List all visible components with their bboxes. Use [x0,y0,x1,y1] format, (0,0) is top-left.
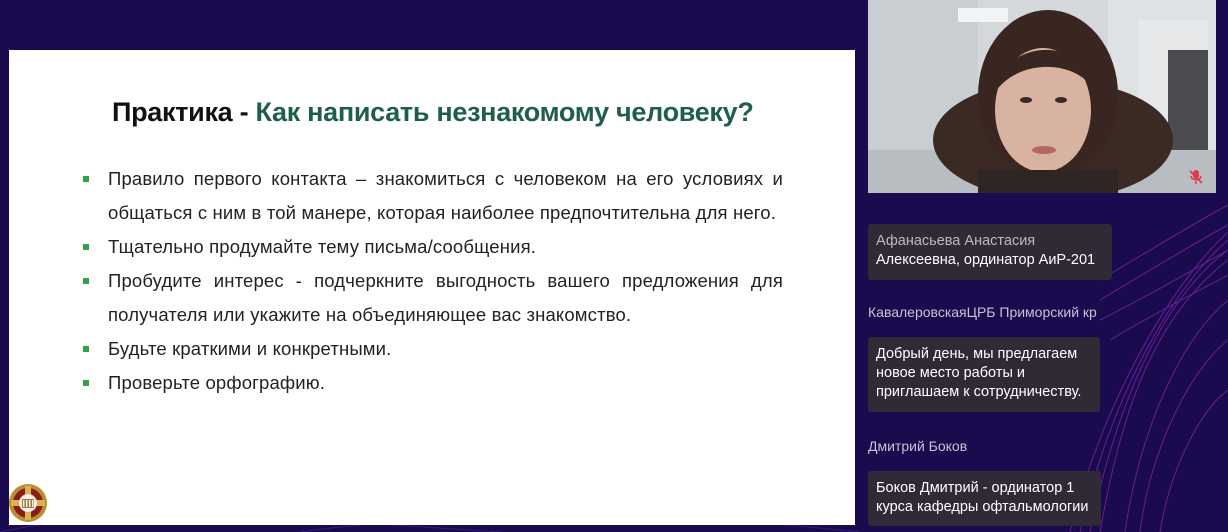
webcam-feed-image [868,0,1216,193]
bullet-square-icon [83,278,89,284]
chat-message-text: Боков Дмитрий - ординатор 1 курса кафедры офтальмологии [876,480,1089,515]
bullet-text: Пробудите интерес - подчеркните выгодность вашего предложения для получателя или укажите на объединяющее вас знакомство. [108,270,783,325]
webcam-video-tile[interactable] [868,0,1216,193]
bullet-square-icon [83,380,89,386]
slide-bullet-list [81,162,783,400]
chat-message-bubble [868,337,1100,412]
presentation-slide [9,50,855,525]
university-logo [8,483,48,523]
bullet-item [81,162,783,230]
chat-sender-name: Дмитрий Боков [868,438,968,454]
chat-message-bubble [868,224,1112,280]
slide-title [112,97,812,128]
chat-message-bubble [868,471,1101,526]
bullet-text: Правило первого контакта – знакомиться с человеком на его условиях и общаться с ним в той манере, которая наиболее предпочтительна для него. [108,168,783,223]
bullet-item [81,264,783,332]
bullet-square-icon [83,244,89,250]
chat-message-text: Добрый день, мы предлагаем новое место работы и приглашаем к сотрудничеству. [876,346,1082,400]
bullet-item [81,366,783,400]
bullet-text: Тщательно продумайте тему письма/сообщения. [108,236,537,257]
bullet-square-icon [83,346,89,352]
bullet-square-icon [83,176,89,182]
muted-microphone-icon[interactable] [1188,169,1204,185]
bullet-item [81,332,783,366]
chat-sender-name: КавалеровскаяЦРБ Приморский кр [868,304,1097,320]
chat-message-line: Афанасьева Анастасия [876,233,1036,249]
bullet-text: Проверьте орфографию. [108,372,326,393]
slide-title-main: Как написать незнакомому человеку? [255,97,754,127]
bullet-text: Будьте краткими и конкретными. [108,338,392,359]
chat-message-line: Алексеевна, ординатор АиР-201 [876,252,1096,268]
slide-title-prefix: Практика - [112,97,249,127]
bullet-item [81,230,783,264]
